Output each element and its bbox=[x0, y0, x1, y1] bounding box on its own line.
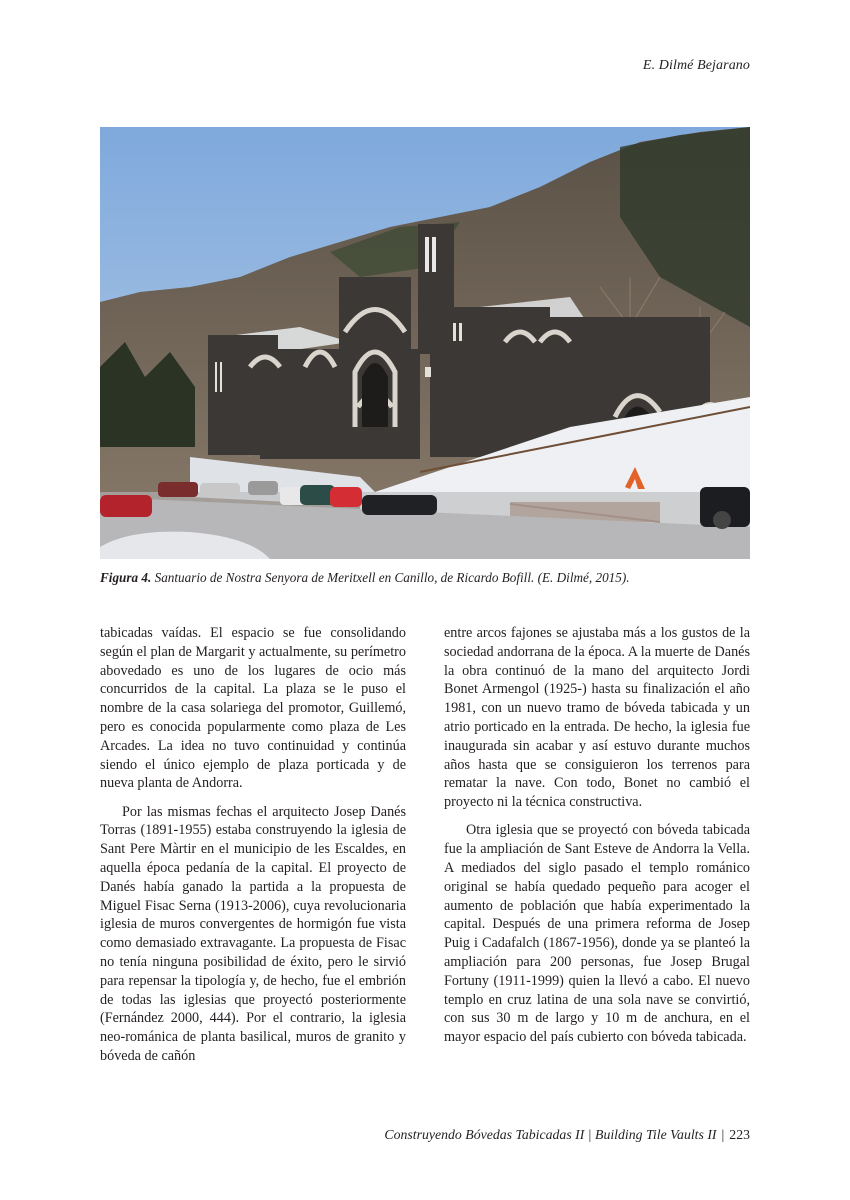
paragraph: tabicadas vaídas. El espacio se fue consolidando según el plan de Margarit y actualmente, su perímetro abovedado es uno de los lugares de ocio más concurridos de la capital. La plaza se le puso el nombre de la casa solariega del promotor, Guillemó, pero es conocida popularmente como plaza de Les Arcades. La idea no tuvo continuidad y continúa siendo el único ejemplo de plaza porticada y de nueva planta de Andorra. bbox=[100, 625, 406, 792]
paragraph: Otra iglesia que se proyectó con bóveda tabicada fue la ampliación de Sant Esteve de Andorra la Vella. A mediados del siglo pasado el templo románico original se había quedado pequeño para acoger el aumento de población que había experimentado la capital. Después de una primera reforma de Josep Puig i Cadafalch (1867-1956), donde ya se planteó la ampliación para 200 personas, fue Josep Brugal Fortuny (1911-1999) quien la llevó a cabo. El nuevo templo en cruz latina de una sola nave se convirtió, con sus 30 m de largo y 10 m de anchura, en el mayor espacio del país cubierto con bóveda tabicada. bbox=[444, 822, 750, 1046]
sanctuary-photo-illustration bbox=[100, 127, 750, 559]
running-head-author: E. Dilmé Bejarano bbox=[642, 58, 750, 73]
page-footer bbox=[384, 1127, 750, 1143]
body-column-right bbox=[444, 624, 750, 1047]
body-column-left bbox=[100, 624, 406, 1066]
figure-caption-text: Santuario de Nostra Senyora de Meritxell en Canillo, de Ricardo Bofill. (E. Dilmé, 2015). bbox=[151, 570, 630, 585]
figure-caption-label: Figura 4. bbox=[100, 570, 152, 585]
paragraph: entre arcos fajones se ajustaba más a los gustos de la sociedad andorrana de la época. A la muerte de Danés la obra continuó de la mano del arquitecto Jordi Bonet Armengol (1925-) hasta su finalización el año 1981, con un nuevo tramo de bóveda tabicada y un atrio porticado en la entrada. De hecho, la iglesia fue inaugurada sin acabar y así estuvo durante muchos años hasta que se consiguieron los terrenos para rematar la nave. Con todo, Bonet no cambió el proyecto ni la técnica constructiva. bbox=[444, 625, 750, 811]
footer-book-title: Construyendo Bóvedas Tabicadas II | Building Tile Vaults II bbox=[384, 1127, 717, 1142]
footer-separator: | bbox=[721, 1127, 725, 1142]
figure-photo bbox=[100, 127, 750, 559]
page-number: 223 bbox=[729, 1127, 750, 1142]
figure-caption bbox=[100, 570, 760, 586]
paragraph: Por las mismas fechas el arquitecto Josep Danés Torras (1891-1955) estaba construyendo la iglesia de Sant Pere Màrtir en el municipio de les Escaldes, en aquella época pedanía de la capital. El proyecto de Danés había ganado la partida a la propuesta de Miguel Fisac Serna (1913-2006), cuya revolucionaria iglesia de muros convergentes de hormigón fue vista como demasiado extravagante. La propuesta de Fisac no tenía ninguna posibilidad de éxito, pero le sirvió para repensar la tipología y, de hecho, fue el embrión de todas las iglesias que proyectó posteriormente (Fernández 2000, 444). Por el contrario, la iglesia neo-románica de planta basilical, muros de granito y bóveda de cañón bbox=[100, 803, 406, 1065]
